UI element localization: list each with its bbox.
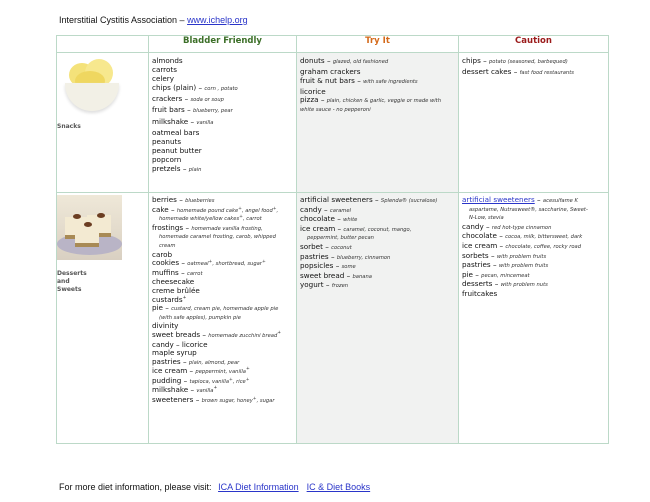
snacks-try-it [297,53,459,193]
page-footer [59,482,370,492]
food-item: maple syrup [152,348,197,358]
food-item: muffins – carrot [152,267,203,277]
potato-chips-image [61,55,121,115]
food-item: divinity [152,321,179,331]
food-item: desserts – with problem nuts [462,279,548,289]
food-item: dessert cakes – fast food restaurants [462,67,574,77]
food-item: cake – homemade pound cake+, angel food+, homemade white/yellow cakes+, carrot [152,204,279,223]
food-item: almonds [152,56,183,65]
food-item: fruitcakes [462,288,498,298]
food-item: peanuts [152,136,182,146]
food-item: pretzels – plain [152,164,202,174]
food-item: sweeteners – brown sugar, honey+, sugar [152,395,275,405]
food-item: cheesecake [152,277,195,287]
category-snacks [57,53,149,193]
snacks-caution [459,53,609,193]
desserts-caution [459,193,609,444]
food-item: artificial sweeteners – acesulfame K aspartame, Nutrasweet®, saccharine, Sweet- N-Low, stevia [462,195,588,222]
food-item: chips (plain) – corn , potato [152,83,238,93]
col-header-try-it: Try It [297,36,459,53]
food-item: yogurt – frozen [300,280,349,290]
food-item: donuts – glazed, old fashioned [300,56,389,65]
food-item: ice cream – caramel, coconut, mango, peppermint, butter pecan [300,223,412,242]
food-item: popcorn [152,154,182,164]
food-item: pastries – blueberry, cinnamon [300,251,391,261]
food-item: ice cream – chocolate, coffee, rocky road [462,240,582,250]
food-item: fruit & nut bars – with safe ingredients [300,76,418,86]
food-item: pie – pecan, mincemeat [462,269,530,279]
row-snacks [57,53,609,193]
footer-text: For more diet information, please visit: [59,482,215,492]
food-item: sweet breads – homemade zucchini bread+ [152,329,282,339]
food-item: crackers – soda or soup [152,94,224,104]
food-item: celery [152,74,175,84]
food-item: candy – caramel [300,204,351,214]
food-item: milkshake – vanilla [152,116,214,126]
food-item: fruit bars – blueberry, pear [152,105,233,115]
ica-diet-information-link[interactable]: ICA Diet Information [218,482,299,492]
col-header-caution: Caution [459,36,609,53]
row-desserts-and-sweets [57,193,609,444]
food-item: creme brûlée [152,285,200,295]
food-item: sorbet – coconut [300,241,352,251]
corner-cell [57,36,149,53]
header-row [57,36,609,53]
page-header [59,15,248,25]
food-item: sweet bread – banana [300,270,372,280]
food-item: chips – potato (seasoned, barbequed) [462,56,568,65]
food-item: pastries – with problem fruits [462,260,549,270]
category-desserts [57,193,149,444]
food-item: frostings – homemade vanilla frosting, homemade caramel frosting, carob, whipped cream [152,222,276,249]
food-item: candy – red hot-type cinnamon [462,221,552,231]
food-item: sorbets – with problem fruits [462,250,547,260]
col-header-bladder-friendly: Bladder Friendly [149,36,297,53]
food-item: artificial sweeteners – Splenda® (sucralose) [300,195,438,204]
food-item: pie – custard, cream pie, homemade apple pie (with safe apples), pumpkin pie [152,303,279,321]
food-item: oatmeal bars [152,127,200,137]
food-item: carrots [152,65,177,75]
category-label: Snacks [57,123,81,130]
food-item: ice cream – peppermint, vanilla+ [152,366,250,376]
ichelp-link[interactable]: www.ichelp.org [187,15,248,25]
desserts-try-it [297,193,459,444]
food-item: custards+ [152,294,187,304]
food-item: cookies – oatmeal+, shortbread, sugar+ [152,258,266,268]
food-item: licorice [300,87,326,97]
category-label: Desserts and Sweets [57,270,87,293]
diet-table [56,35,609,444]
food-item: carob [152,249,173,259]
artificial-sweeteners-link[interactable]: artificial sweeteners [462,195,535,204]
org-name: Interstitial Cystitis Association – [59,15,188,25]
food-item: candy – licorice [152,339,208,349]
food-item: peanut butter [152,145,202,155]
food-item: popsicles – some [300,261,356,271]
ic-diet-books-link[interactable]: IC & Diet Books [306,482,371,492]
food-item: pastries – plain, almond, pear [152,356,240,366]
food-item: milkshake – vanilla+ [152,385,218,395]
desserts-bladder-friendly [149,193,297,444]
food-item: berries – blueberries [152,195,215,204]
cheesecake-image [57,195,122,260]
food-item: graham crackers [300,67,361,77]
food-item: pizza – plain, chicken & garlic, veggie or made with white sauce - no pepperoni [300,95,441,114]
food-item: chocolate – cocoa, milk, bittersweet, dark [462,231,583,241]
snacks-bladder-friendly [149,53,297,193]
food-item: chocolate – white [300,214,358,224]
food-item: pudding – tapioca, vanilla+, rice+ [152,375,250,385]
